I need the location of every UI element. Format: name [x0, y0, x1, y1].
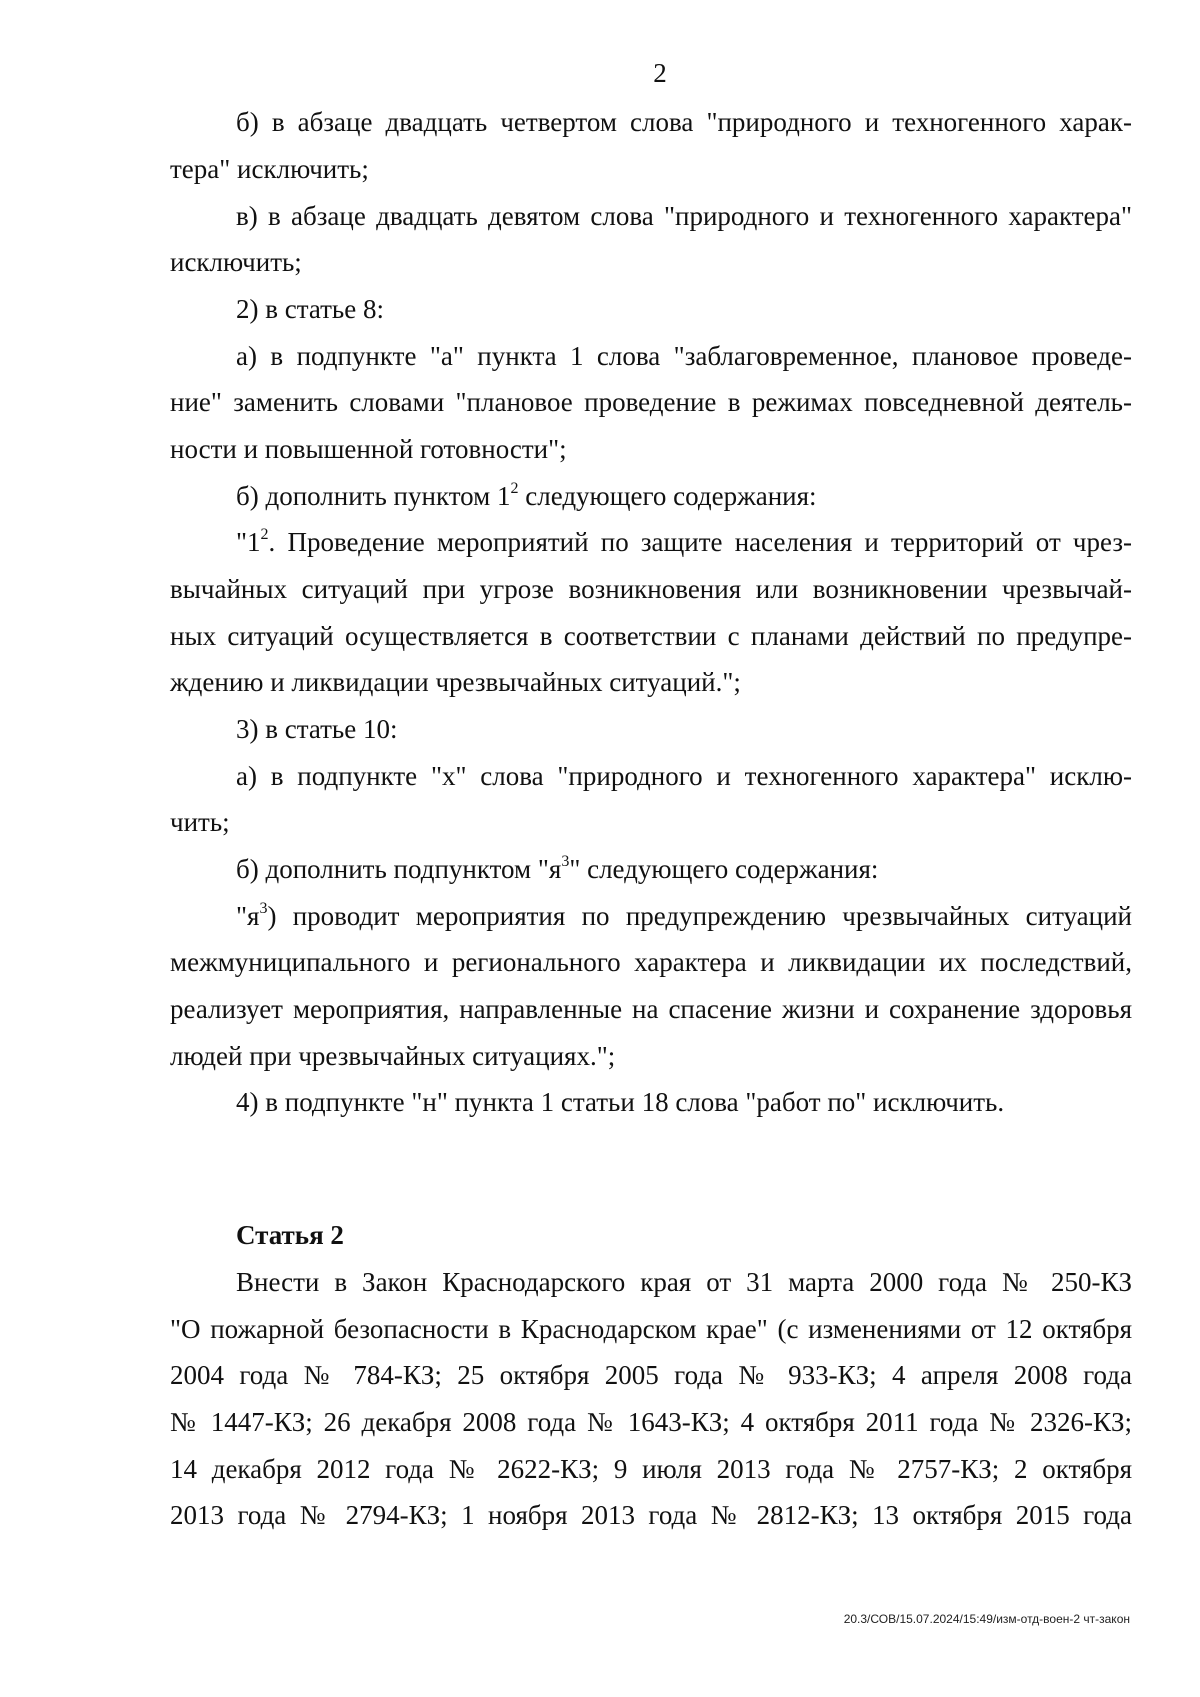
text-line: Внести в Закон Краснодарского края от 31 марта 2000 года № 250-КЗ — [236, 1267, 1132, 1297]
text-line — [236, 524, 1132, 560]
text-fragment: " следующего содержания: — [569, 854, 879, 884]
text-line: 2004 года № 784-КЗ; 25 октября 2005 года № 933-КЗ; 4 апреля 2008 года — [170, 1360, 1132, 1390]
superscript: 3 — [259, 900, 268, 917]
text-line — [236, 851, 878, 887]
text-line: вычайных ситуаций при угрозе возникновения или возникновении чрезвычай- — [170, 574, 1132, 604]
text-fragment: "я — [236, 901, 260, 931]
superscript: 3 — [561, 853, 570, 870]
text-line: ности и повышенной готовности"; — [170, 434, 567, 464]
text-line — [236, 478, 817, 514]
text-line: ных ситуаций осуществляется в соответствии с планами действий по предупре- — [170, 621, 1132, 651]
document-footer-code: 20.3/СОВ/15.07.2024/15:49/изм-отд-воен-2 чт-закон — [843, 1612, 1130, 1626]
text-fragment: . Проведение мероприятий по защите населения и территорий от чрез- — [268, 527, 1132, 557]
text-line: ние" заменить словами "плановое проведение в режимах повседневной деятель- — [170, 387, 1132, 417]
text-line — [236, 898, 1132, 934]
superscript: 2 — [260, 526, 269, 543]
text-fragment: б) дополнить подпунктом "я — [236, 854, 562, 884]
text-line: № 1447-КЗ; 26 декабря 2008 года № 1643-КЗ; 4 октября 2011 года № 2326-КЗ; — [170, 1407, 1132, 1437]
text-line: исключить; — [170, 247, 302, 277]
text-line: 2) в статье 8: — [236, 294, 384, 324]
text-line: 2013 года № 2794-КЗ; 1 ноября 2013 года № 2812-КЗ; 13 октября 2015 года — [170, 1500, 1132, 1530]
superscript: 2 — [510, 480, 519, 497]
text-line: "О пожарной безопасности в Краснодарском крае" (с изменениями от 12 октября — [170, 1314, 1132, 1344]
text-line: реализует мероприятия, направленные на спасение жизни и сохранение здоровья — [170, 994, 1132, 1024]
page-number: 2 — [653, 58, 667, 88]
text-line: людей при чрезвычайных ситуациях."; — [170, 1041, 616, 1071]
text-fragment: "1 — [236, 527, 261, 557]
text-line: а) в подпункте "х" слова "природного и техногенного характера" исклю- — [236, 761, 1132, 791]
text-line: 4) в подпункте "н" пункта 1 статьи 18 слова "работ по" исключить. — [236, 1087, 1005, 1117]
text-fragment: б) дополнить пунктом 1 — [236, 481, 511, 511]
text-fragment: следующего содержания: — [518, 481, 817, 511]
text-line: межмуниципального и регионального характера и ликвидации их последствий, — [170, 947, 1132, 977]
text-line: а) в подпункте "а" пункта 1 слова "заблаговременное, плановое проведе- — [236, 341, 1132, 371]
text-line: 3) в статье 10: — [236, 714, 398, 744]
text-line: чить; — [170, 807, 230, 837]
article-heading: Статья 2 — [236, 1220, 344, 1250]
text-line: тера" исключить; — [170, 154, 369, 184]
text-fragment: ) проводит мероприятия по предупреждению чрезвычайных ситуаций — [267, 901, 1132, 931]
text-line: 14 декабря 2012 года № 2622-КЗ; 9 июля 2013 года № 2757-КЗ; 2 октября — [170, 1454, 1132, 1484]
text-line: в) в абзаце двадцать девятом слова "природного и техногенного характера" — [236, 201, 1132, 231]
text-line: ждению и ликвидации чрезвычайных ситуаций."; — [170, 667, 741, 697]
text-line: б) в абзаце двадцать четвертом слова "природного и техногенного харак- — [236, 107, 1132, 137]
